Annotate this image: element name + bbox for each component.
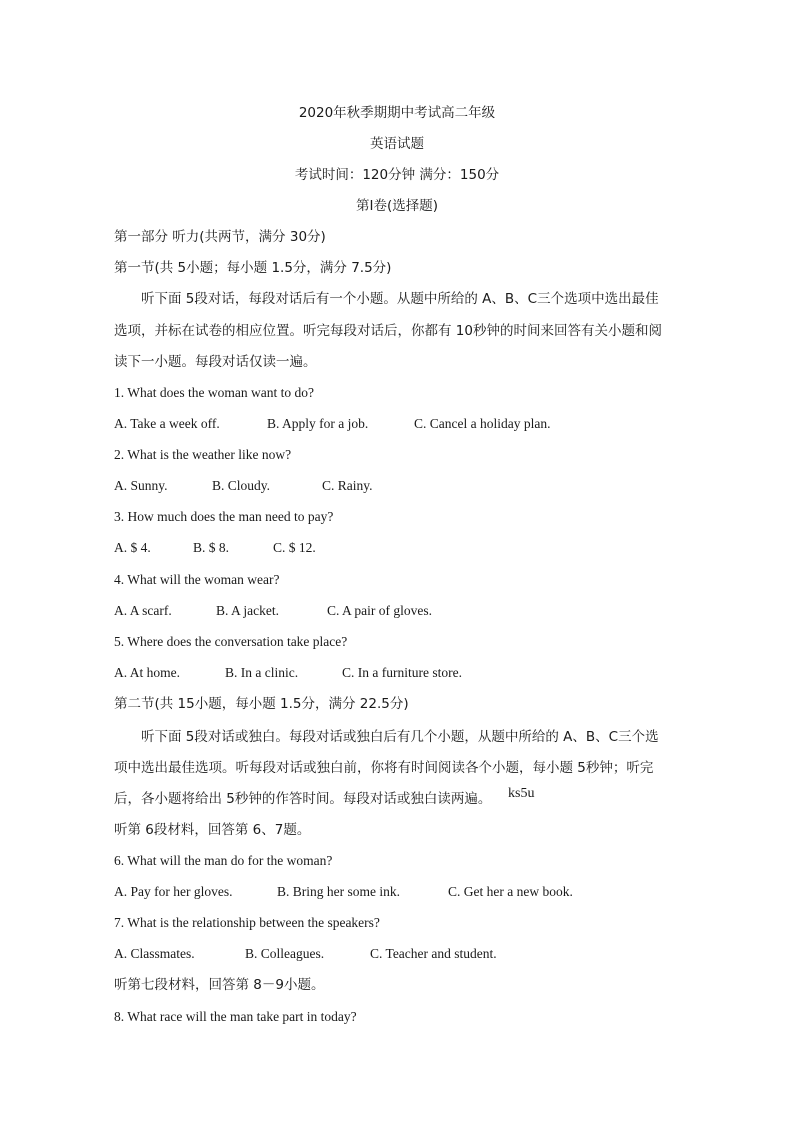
exam-title: 2020年秋季期期中考试高二年级	[298, 105, 496, 121]
q3-option-a: A. $ 4.	[114, 540, 151, 555]
q6-option-c: C. Get her a new book.	[448, 884, 573, 899]
question-7: 7. What is the relationship between the speakers?	[114, 915, 380, 930]
q6-option-a: A. Pay for her gloves.	[114, 884, 233, 899]
q1-option-b: B. Apply for a job.	[267, 416, 369, 431]
q3-option-b: B. $ 8.	[193, 540, 230, 555]
q7-option-c: C. Teacher and student.	[370, 946, 497, 961]
q6-option-b: B. Bring her some ink.	[277, 884, 400, 899]
question-8: 8. What race will the man take part in today?	[114, 1009, 357, 1024]
subject-title: 英语试题	[370, 136, 424, 152]
q4-option-c: C. A pair of gloves.	[327, 603, 432, 618]
q4-option-b: B. A jacket.	[216, 603, 279, 618]
q5-option-a: A. At home.	[114, 665, 180, 680]
material-6-instruction: 听第 6段材料，回答第 6、7题。	[114, 822, 311, 838]
question-3: 3. How much does the man need to pay?	[114, 509, 334, 524]
section1-instruction-line-1: 听下面 5段对话，每段对话后有一个小题。从题中所给的 A、B、C三个选项中选出最佳	[141, 291, 659, 307]
q5-option-b: B. In a clinic.	[225, 665, 299, 680]
q5-option-c: C. In a furniture store.	[342, 665, 462, 680]
question-6: 6. What will the man do for the woman?	[114, 853, 333, 868]
question-1: 1. What does the woman want to do?	[114, 385, 314, 400]
section2-instruction-line-3: 后，各小题将给出 5秒钟的作答时间。每段对话或独白读两遍。	[114, 791, 492, 807]
section1-heading: 第一节(共 5小题；每小题 1.5分，满分 7.5分)	[114, 260, 392, 276]
question-5: 5. Where does the conversation take place?	[114, 634, 348, 649]
q7-option-a: A. Classmates.	[114, 946, 195, 961]
q2-option-b: B. Cloudy.	[212, 478, 271, 493]
section1-instruction-line-2: 选项，并标在试卷的相应位置。听完每段对话后，你都有 10秒钟的时间来回答有关小题和阅	[114, 323, 662, 339]
q2-option-a: A. Sunny.	[114, 478, 168, 493]
q1-option-c: C. Cancel a holiday plan.	[414, 416, 551, 431]
question-4: 4. What will the woman wear?	[114, 572, 280, 587]
exam-info: 考试时间：120分钟 满分：150分	[294, 167, 500, 183]
q3-option-c: C. $ 12.	[273, 540, 316, 555]
q2-option-c: C. Rainy.	[322, 478, 373, 493]
question-2: 2. What is the weather like now?	[114, 447, 292, 462]
section2-instruction-line-1: 听下面 5段对话或独白。每段对话或独白后有几个小题，从题中所给的 A、B、C三个选	[141, 729, 659, 745]
q7-option-b: B. Colleagues.	[245, 946, 325, 961]
q1-option-a: A. Take a week off.	[114, 416, 220, 431]
q4-option-a: A. A scarf.	[114, 603, 172, 618]
section2-heading: 第二节(共 15小题，每小题 1.5分，满分 22.5分)	[114, 696, 409, 712]
ks5u-mark: ks5u	[508, 786, 535, 801]
part1-heading: 第一部分 听力(共两节，满分 30分)	[114, 229, 326, 245]
material-7-instruction: 听第七段材料，回答第 8－9小题。	[114, 977, 325, 993]
section1-instruction-line-3: 读下一小题。每段对话仅读一遍。	[114, 354, 317, 370]
volume-title: 第Ⅰ卷(选择题)	[355, 198, 438, 214]
section2-instruction-line-2: 项中选出最佳选项。听每段对话或独白前，你将有时间阅读各个小题，每小题 5秒钟；听完	[114, 760, 654, 776]
